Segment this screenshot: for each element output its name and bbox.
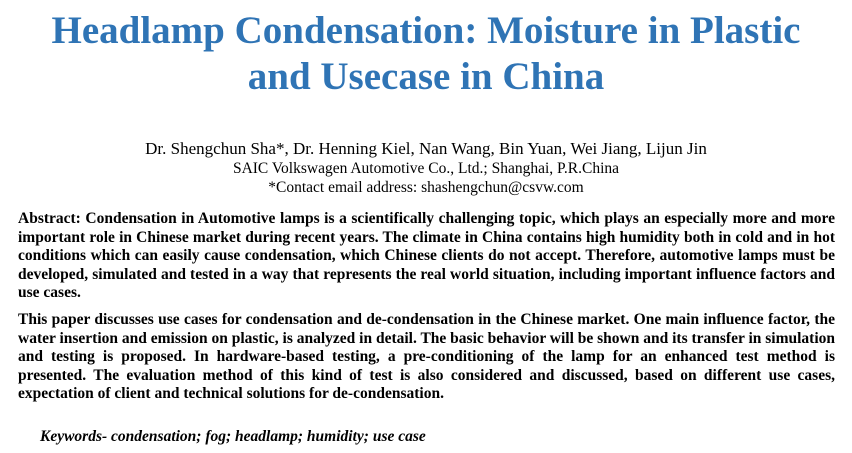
affiliation: SAIC Volkswagen Automotive Co., Ltd.; Shanghai, P.R.China — [232, 160, 620, 177]
paper-title-line-1: Headlamp Condensation: Moisture in Plastic — [51, 9, 801, 52]
author-list: Dr. Shengchun Sha*, Dr. Henning Kiel, Nan Wang, Bin Yuan, Wei Jiang, Lijun Jin — [145, 139, 707, 158]
author-block — [0, 139, 852, 197]
abstract — [18, 210, 835, 404]
contact-email: *Contact email address: shashengchun@csvw.com — [268, 179, 584, 196]
abstract-paragraph-1: Abstract: Condensation in Automotive lamps is a scientifically challenging topic, which plays an especially more and more important role in Chinese market during recent years. The climate in China contains high humidity both in cold and in hot conditions which can easily cause condensation, which Chinese clients do not accept. Therefore, automotive lamps must be developed, simulated and tested in a way that represents the real world situation, including important influence factors and use cases. — [18, 210, 835, 302]
keywords: Keywords- condensation; fog; headlamp; humidity; use case — [40, 428, 426, 445]
abstract-paragraph-2: This paper discusses use cases for condensation and de-condensation in the Chinese market. One main influence factor, the water insertion and emission on plastic, is analyzed in detail. The basic behavior will be shown and its transfer in simulation and testing is proposed. In hardware-based testing, a pre-conditioning of the lamp for an enhanced test method is presented. The evaluation method of this kind of test is also considered and discussed, based on different use cases, expectation of client and technical solutions for de-condensation. — [18, 310, 836, 403]
paper-title — [0, 8, 852, 100]
paper-title-line-2: and Usecase in China — [247, 55, 605, 98]
